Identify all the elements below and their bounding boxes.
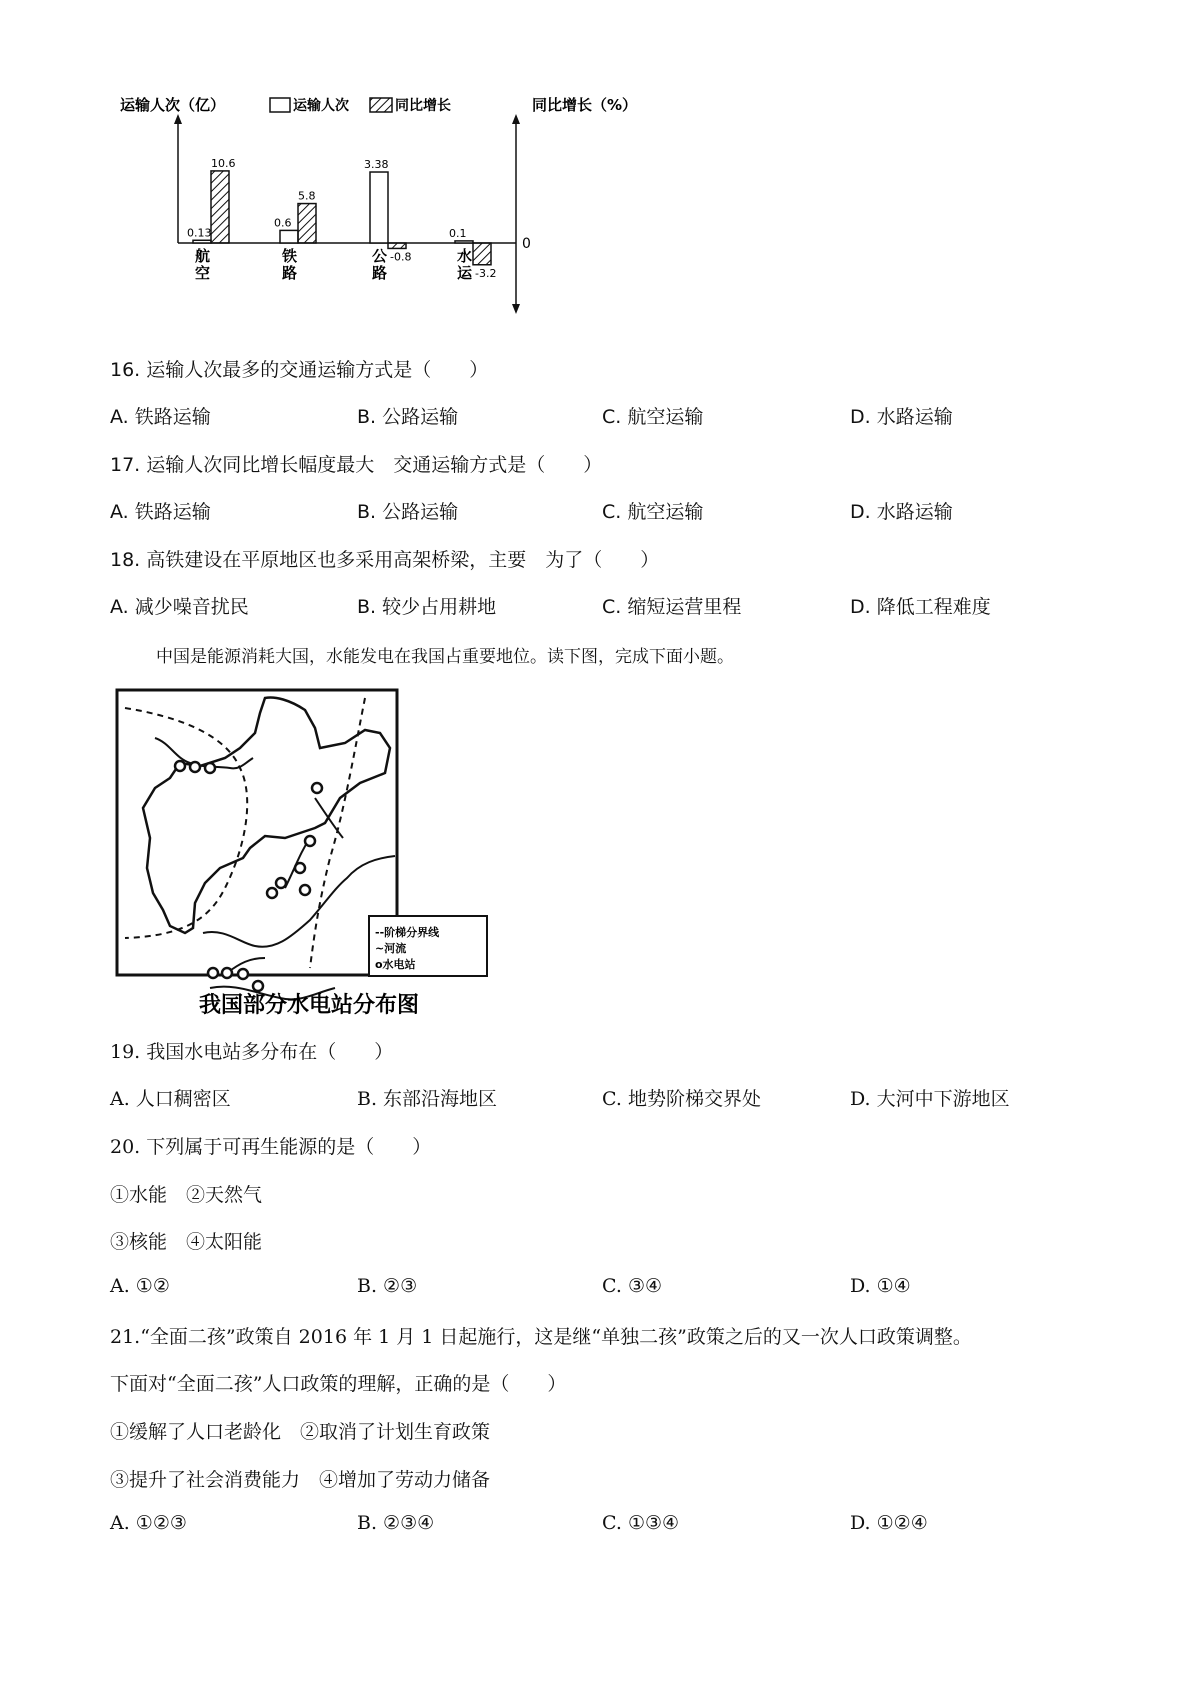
right-axis-label: 同比增长（%） [532,96,638,114]
map-legend-boundary: --阶梯分界线 [375,926,440,939]
map-legend-station: o水电站 [375,958,416,971]
right-axis-arrow-down [512,304,520,314]
growth-value-label: -3.2 [475,266,497,280]
question-stem: 20. 下列属于可再生能源的是（ ） [110,1136,432,1158]
station [312,783,322,793]
count-value-label: 0.1 [449,226,467,240]
option-c[interactable]: C. ③④ [602,1275,663,1297]
legend-growth-swatch [370,98,392,112]
count-bar [370,172,388,243]
section-intro: 中国是能源消耗大国，水能发电在我国占重要地位。读下图，完成下面小题。 [156,647,734,667]
count-value-label: 0.6 [274,216,292,230]
growth-bar [211,171,229,243]
question-choice-line: ①缓解了人口老龄化 ②取消了计划生育政策 [110,1421,491,1443]
question-stem: 17. 运输人次同比增长幅度最大 交通运输方式是（ ） [110,454,603,476]
category-label: 航 [195,247,211,265]
option-b[interactable]: B. 公路运输 [357,406,459,428]
map-title: 我国部分水电站分布图 [199,993,420,1018]
growth-bar [473,243,491,265]
category-label: 空 [195,264,211,282]
option-d[interactable]: D. 大河中下游地区 [850,1088,1010,1110]
growth-value-label: 5.8 [298,189,316,203]
growth-value-label: -0.8 [390,250,412,264]
option-c[interactable]: C. 航空运输 [602,501,704,523]
category-label: 路 [282,264,298,282]
left-axis-label: 运输人次（亿） [120,96,226,114]
category-label: 公 [372,247,388,265]
station [208,968,218,978]
question-stem: 21.“全面二孩”政策自 2016 年 1 月 1 日起施行，这是继“单独二孩”政策之后的又一次人口政策调整。 [110,1326,972,1348]
growth-bar [298,204,316,243]
question-stem-continued: 下面对“全面二孩”人口政策的理解，正确的是（ ） [110,1373,567,1395]
option-a[interactable]: A. 减少噪音扰民 [110,596,249,618]
option-c[interactable]: C. 缩短运营里程 [602,596,742,618]
growth-bar [388,243,406,248]
legend-count-label: 运输人次 [293,98,349,114]
option-a[interactable]: A. 铁路运输 [110,406,211,428]
count-bar [280,230,298,243]
option-b[interactable]: B. 较少占用耕地 [357,596,497,618]
question-stem: 18. 高铁建设在平原地区也多采用高架桥梁，主要 为了（ ） [110,549,660,571]
question-stem: 19. 我国水电站多分布在（ ） [110,1041,394,1063]
question-choice-line: ③提升了社会消费能力 ④增加了劳动力储备 [110,1469,491,1491]
station [190,762,200,772]
question-choice-line: ①水能 ②天然气 [110,1184,263,1206]
hydropower-map [115,688,510,1023]
option-d[interactable]: D. 水路运输 [850,501,953,523]
option-a[interactable]: A. ①② [110,1275,170,1297]
option-a[interactable]: A. 人口稠密区 [110,1088,231,1110]
station [238,969,248,979]
station [300,885,310,895]
option-c[interactable]: C. ①③④ [602,1512,680,1534]
category-label: 铁 [282,247,298,265]
station [205,763,215,773]
station [175,761,185,771]
question-choice-line: ③核能 ④太阳能 [110,1231,263,1253]
option-d[interactable]: D. 降低工程难度 [850,596,991,618]
option-b[interactable]: B. ②③④ [357,1512,435,1534]
map-frame [117,690,397,975]
station [295,863,305,873]
count-bar [455,241,473,243]
left-axis-arrow [174,114,182,124]
zero-label: 0 [522,236,531,252]
count-value-label: 0.13 [187,226,212,240]
legend-count-swatch [270,98,290,112]
option-b[interactable]: B. 东部沿海地区 [357,1088,498,1110]
question-stem: 16. 运输人次最多的交通运输方式是（ ） [110,359,489,381]
category-label: 运 [457,264,473,282]
option-c[interactable]: C. 航空运输 [602,406,704,428]
option-d[interactable]: D. ①②④ [850,1512,928,1534]
category-label: 水 [457,247,473,265]
station [276,878,286,888]
growth-value-label: 10.6 [211,156,236,170]
option-d[interactable]: D. 水路运输 [850,406,953,428]
right-axis-arrow-up [512,114,520,124]
legend-growth-label: 同比增长 [395,98,451,114]
option-a[interactable]: A. ①②③ [110,1512,187,1534]
station [305,836,315,846]
transport-chart [100,90,660,350]
station [267,888,277,898]
count-value-label: 3.38 [364,158,389,172]
option-d[interactable]: D. ①④ [850,1275,911,1297]
station [253,981,263,991]
count-bar [193,240,211,243]
option-b[interactable]: B. 公路运输 [357,501,459,523]
option-b[interactable]: B. ②③ [357,1275,418,1297]
option-c[interactable]: C. 地势阶梯交界处 [602,1088,761,1110]
option-a[interactable]: A. 铁路运输 [110,501,211,523]
station [222,968,232,978]
map-legend-river: ~河流 [375,942,407,955]
category-label: 路 [372,264,388,282]
